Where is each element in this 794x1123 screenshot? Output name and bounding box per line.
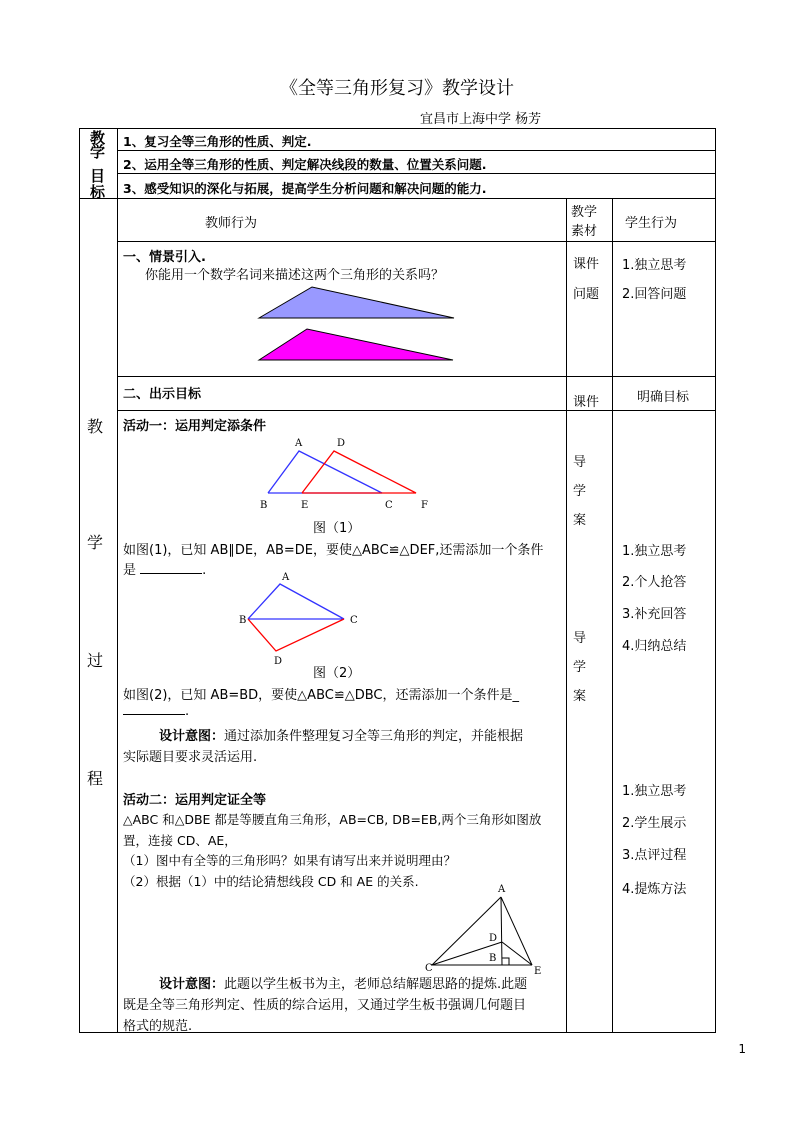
activity1-material-b2: 学 [573, 660, 587, 675]
intro-heading: 一、情景引入. [123, 250, 206, 265]
activity2-intent-line1: 设计意图：此题以学生板书为主，老师总结解题思路的提炼.此题 [159, 977, 528, 992]
activity2-q2: （2）根据（1）中的结论猜想线段 CD 和 AE 的关系. [123, 874, 419, 889]
activity1-material-b3: 案 [573, 689, 587, 704]
page-title: 《全等三角形复习》教学设计 [280, 78, 514, 99]
activity1-material-a2: 学 [573, 484, 587, 499]
intro-material-1: 课件 [573, 257, 600, 272]
fig2-label-b: B [239, 615, 247, 626]
header-teacher: 教师行为 [205, 216, 258, 231]
page-number: 1 [738, 1042, 746, 1056]
author-line: 宜昌市上海中学 杨芳 [420, 112, 542, 127]
goal-3: 3、感受知识的深化与拓展，提高学生分析问题和解决问题的能力. [123, 181, 487, 196]
intro-material-2: 问题 [573, 287, 600, 302]
header-student: 学生行为 [625, 216, 678, 231]
fig3-label-a: A [498, 884, 506, 895]
header-material: 教学素材 [571, 205, 598, 239]
goal-row-heading: 二、出示目标 [123, 387, 202, 402]
process-label-3: 过 [87, 651, 104, 670]
intro-student-2: 2.回答问题 [622, 287, 687, 302]
activity1-material-b1: 导 [573, 631, 587, 646]
activity1-material-a1: 导 [573, 455, 587, 470]
intro-student-1: 1.独立思考 [622, 258, 687, 273]
activity1-student-4: 4.归纳总结 [622, 639, 687, 654]
activity2-q1: （1）图中有全等的三角形吗？如果有请写出来并说明理由？ [123, 853, 456, 868]
activity1-intent-line2: 实际题目要求灵活运用. [123, 750, 258, 765]
line-ae [501, 897, 532, 965]
fig1-label-b: B [260, 500, 268, 511]
fig3-label-d: D [489, 933, 498, 944]
fig3-label-e: E [534, 966, 542, 977]
activity1-q2-line2: . [123, 704, 189, 719]
goal-row-material: 课件 [573, 395, 600, 410]
goals-label-3: 目 [90, 167, 106, 185]
fig1-label-c: C [385, 500, 393, 511]
activity1-student-1: 1.独立思考 [622, 544, 687, 559]
activity1-q2-line1: 如图(2)，已知 AB=BD，要使△ABC≌△DBC，还需添加一个条件是_ [123, 688, 520, 703]
activity2-intent-line3: 格式的规范. [123, 1019, 193, 1034]
goal-row-student: 明确目标 [637, 390, 690, 405]
activity2-heading: 活动二：运用判定证全等 [123, 793, 267, 808]
activity2-intent-line2: 既是全等三角形判定、性质的综合运用，又通过学生板书强调几何题目 [123, 998, 527, 1013]
activity1-intent-line1: 设计意图：通过添加条件整理复习全等三角形的判定，并能根据 [159, 729, 524, 744]
fig1-label-f: F [421, 500, 428, 511]
goal-1: 1、复习全等三角形的性质、判定. [123, 134, 312, 149]
fig3-label-c: C [425, 963, 433, 974]
fig2-label-c: C [350, 615, 358, 626]
intro-question: 你能用一个数学名词来描述这两个三角形的关系吗？ [145, 268, 445, 283]
activity1-material-a3: 案 [573, 513, 587, 528]
process-label-1: 教 [87, 417, 104, 436]
goals-label-2: 学 [90, 143, 106, 161]
activity2-student-3: 3.点评过程 [622, 848, 687, 863]
goals-label-1: 教 [90, 129, 106, 147]
line-de [502, 942, 532, 965]
activity1-student-2: 2.个人抢答 [622, 575, 687, 590]
activity1-heading: 活动一：运用判定添条件 [123, 419, 267, 434]
activity2-student-1: 1.独立思考 [622, 784, 687, 799]
activity2-line2: 置，连接 CD、AE， [123, 833, 237, 848]
activity1-student-3: 3.补充回答 [622, 607, 687, 622]
right-angle-mark [502, 958, 509, 965]
fig1-label-a: A [295, 438, 303, 449]
fig2-label-a: A [282, 572, 290, 583]
fig2-caption: 图（2） [313, 666, 361, 681]
goals-label-4: 标 [90, 183, 106, 201]
fig3-label-b: B [489, 953, 497, 964]
activity2-line1: △ABC 和△DBE 都是等腰直角三角形，AB=CB, DB=EB,两个三角形如图放 [123, 812, 542, 827]
goal-2: 2、运用全等三角形的性质、判定解决线段的数量、位置关系问题. [123, 157, 487, 172]
activity2-student-2: 2.学生展示 [622, 816, 687, 831]
fig1-label-d: D [337, 438, 346, 449]
process-label-2: 学 [87, 533, 104, 552]
fig1-caption: 图（1） [313, 521, 361, 536]
activity1-q1-line2: 是 . [123, 563, 207, 578]
line-ab [501, 897, 502, 965]
activity1-q1-line1: 如图(1)，已知 AB∥DE，AB=DE，要使△ABC≌△DEF,还需添加一个条件 [123, 543, 544, 558]
fig1-label-e: E [301, 500, 309, 511]
process-label-4: 程 [87, 769, 104, 788]
activity2-student-4: 4.提炼方法 [622, 882, 687, 897]
fig2-label-d: D [274, 656, 283, 667]
